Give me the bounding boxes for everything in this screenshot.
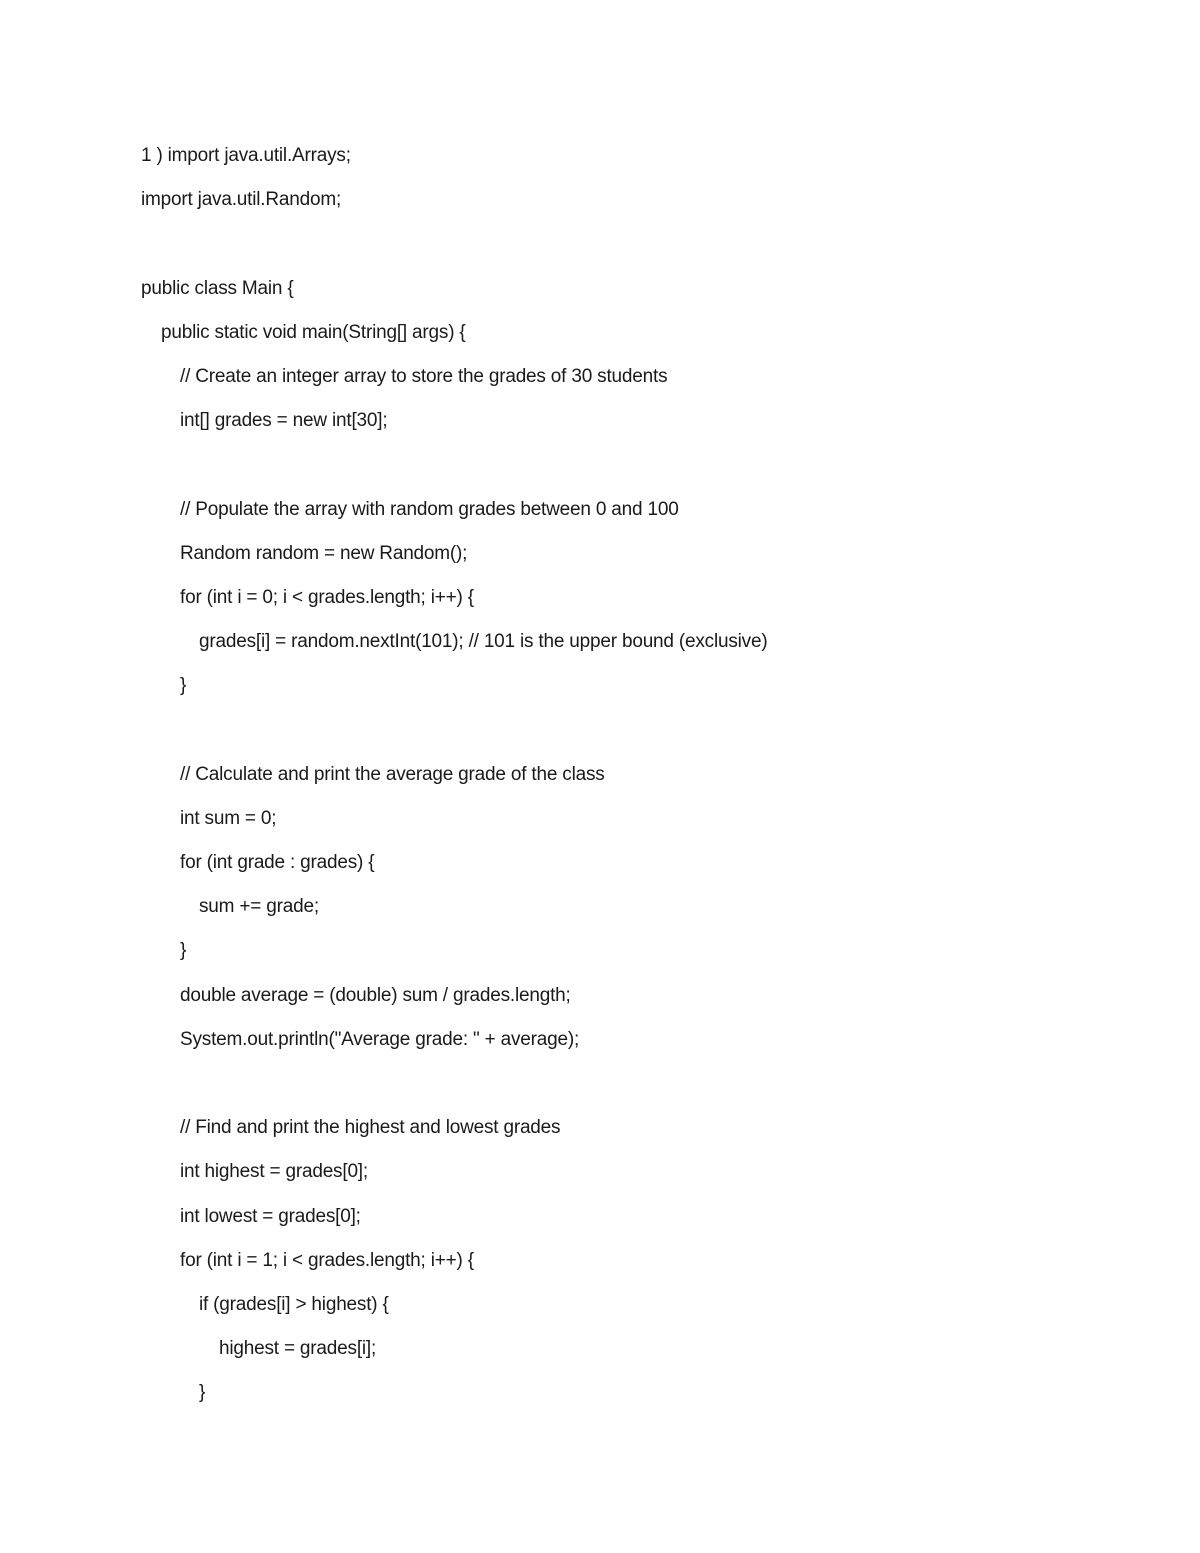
code-line: // Calculate and print the average grade of the class: [180, 763, 605, 785]
code-line: int highest = grades[0];: [180, 1161, 368, 1183]
code-line: }: [180, 940, 187, 962]
code-line: for (int i = 0; i < grades.length; i++) {: [180, 586, 474, 608]
code-line: int sum = 0;: [180, 807, 277, 829]
code-line: double average = (double) sum / grades.length;: [180, 984, 571, 1006]
code-line: if (grades[i] > highest) {: [199, 1293, 389, 1315]
code-line: 1 ) import java.util.Arrays;: [141, 145, 351, 166]
blank-line: [141, 717, 1141, 761]
blank-line: [141, 452, 1141, 496]
code-line: }: [180, 675, 187, 697]
code-line: // Create an integer array to store the grades of 30 students: [180, 365, 668, 387]
code-line: for (int grade : grades) {: [180, 852, 375, 873]
code-line: sum += grade;: [199, 896, 319, 918]
code-line: for (int i = 1; i < grades.length; i++) {: [180, 1249, 474, 1271]
code-listing: [141, 143, 1141, 1424]
code-line: Random random = new Random();: [180, 542, 468, 564]
blank-line: [141, 1071, 1141, 1115]
blank-line: [141, 231, 1141, 275]
code-line: System.out.println("Average grade: " + average);: [180, 1028, 580, 1050]
code-line: // Populate the array with random grades between 0 and 100: [180, 498, 679, 520]
code-line: int lowest = grades[0];: [180, 1205, 361, 1227]
code-line: }: [199, 1382, 206, 1404]
code-line: import java.util.Random;: [141, 189, 342, 211]
code-line: public class Main {: [141, 277, 294, 299]
code-line: int[] grades = new int[30];: [180, 410, 388, 432]
code-line: public static void main(String[] args) {: [161, 321, 466, 343]
code-line: highest = grades[i];: [219, 1338, 377, 1360]
code-line: // Find and print the highest and lowest grades: [180, 1117, 561, 1139]
code-line: grades[i] = random.nextInt(101); // 101 is the upper bound (exclusive): [199, 631, 768, 653]
